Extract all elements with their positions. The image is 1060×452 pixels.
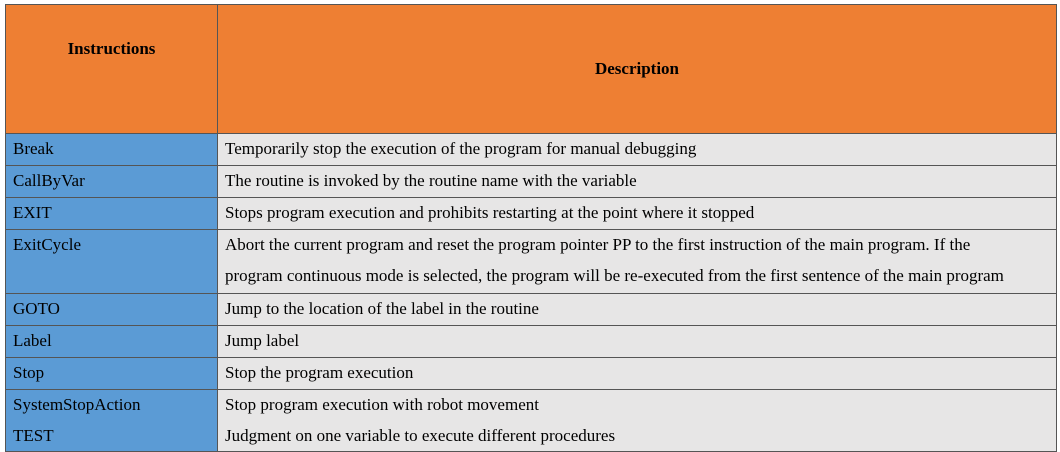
table-row [6, 294, 1057, 326]
description-cell: Stops program execution and prohibits restarting at the point where it stopped [218, 198, 1057, 230]
description-cell: Jump to the location of the label in the routine [218, 294, 1057, 326]
table-row [6, 390, 1057, 452]
instruction-cell: ExitCycle [6, 230, 218, 294]
table-row [6, 134, 1057, 166]
instruction-cell: GOTO [6, 294, 218, 326]
table-header-row [6, 5, 1057, 134]
description-cell: The routine is invoked by the routine name with the variable [218, 166, 1057, 198]
description-line: Abort the current program and reset the program pointer PP to the first instruction of the main program. If the [225, 235, 971, 254]
instruction-cell: CallByVar [6, 166, 218, 198]
instruction-cell: Label [6, 326, 218, 358]
instruction-cell: EXIT [6, 198, 218, 230]
description-cell [218, 230, 1057, 294]
description-cell: Stop the program execution [218, 358, 1057, 390]
instruction-item: SystemStopAction [13, 395, 141, 414]
table-row [6, 230, 1057, 294]
table-row [6, 166, 1057, 198]
table-row [6, 358, 1057, 390]
instruction-cell: Break [6, 134, 218, 166]
table-row [6, 198, 1057, 230]
instruction-item: TEST [13, 426, 54, 445]
header-instructions: Instructions [6, 5, 218, 134]
instructions-table [5, 4, 1057, 452]
instruction-cell [6, 390, 218, 452]
description-cell: Jump label [218, 326, 1057, 358]
description-cell [218, 390, 1057, 452]
table-row [6, 326, 1057, 358]
description-cell: Temporarily stop the execution of the program for manual debugging [218, 134, 1057, 166]
description-line: program continuous mode is selected, the program will be re-executed from the first sentence of the main program [225, 266, 1004, 285]
description-line: Stop program execution with robot movement [225, 395, 539, 414]
description-line: Judgment on one variable to execute different procedures [225, 426, 616, 445]
instruction-cell: Stop [6, 358, 218, 390]
header-description: Description [218, 5, 1057, 134]
